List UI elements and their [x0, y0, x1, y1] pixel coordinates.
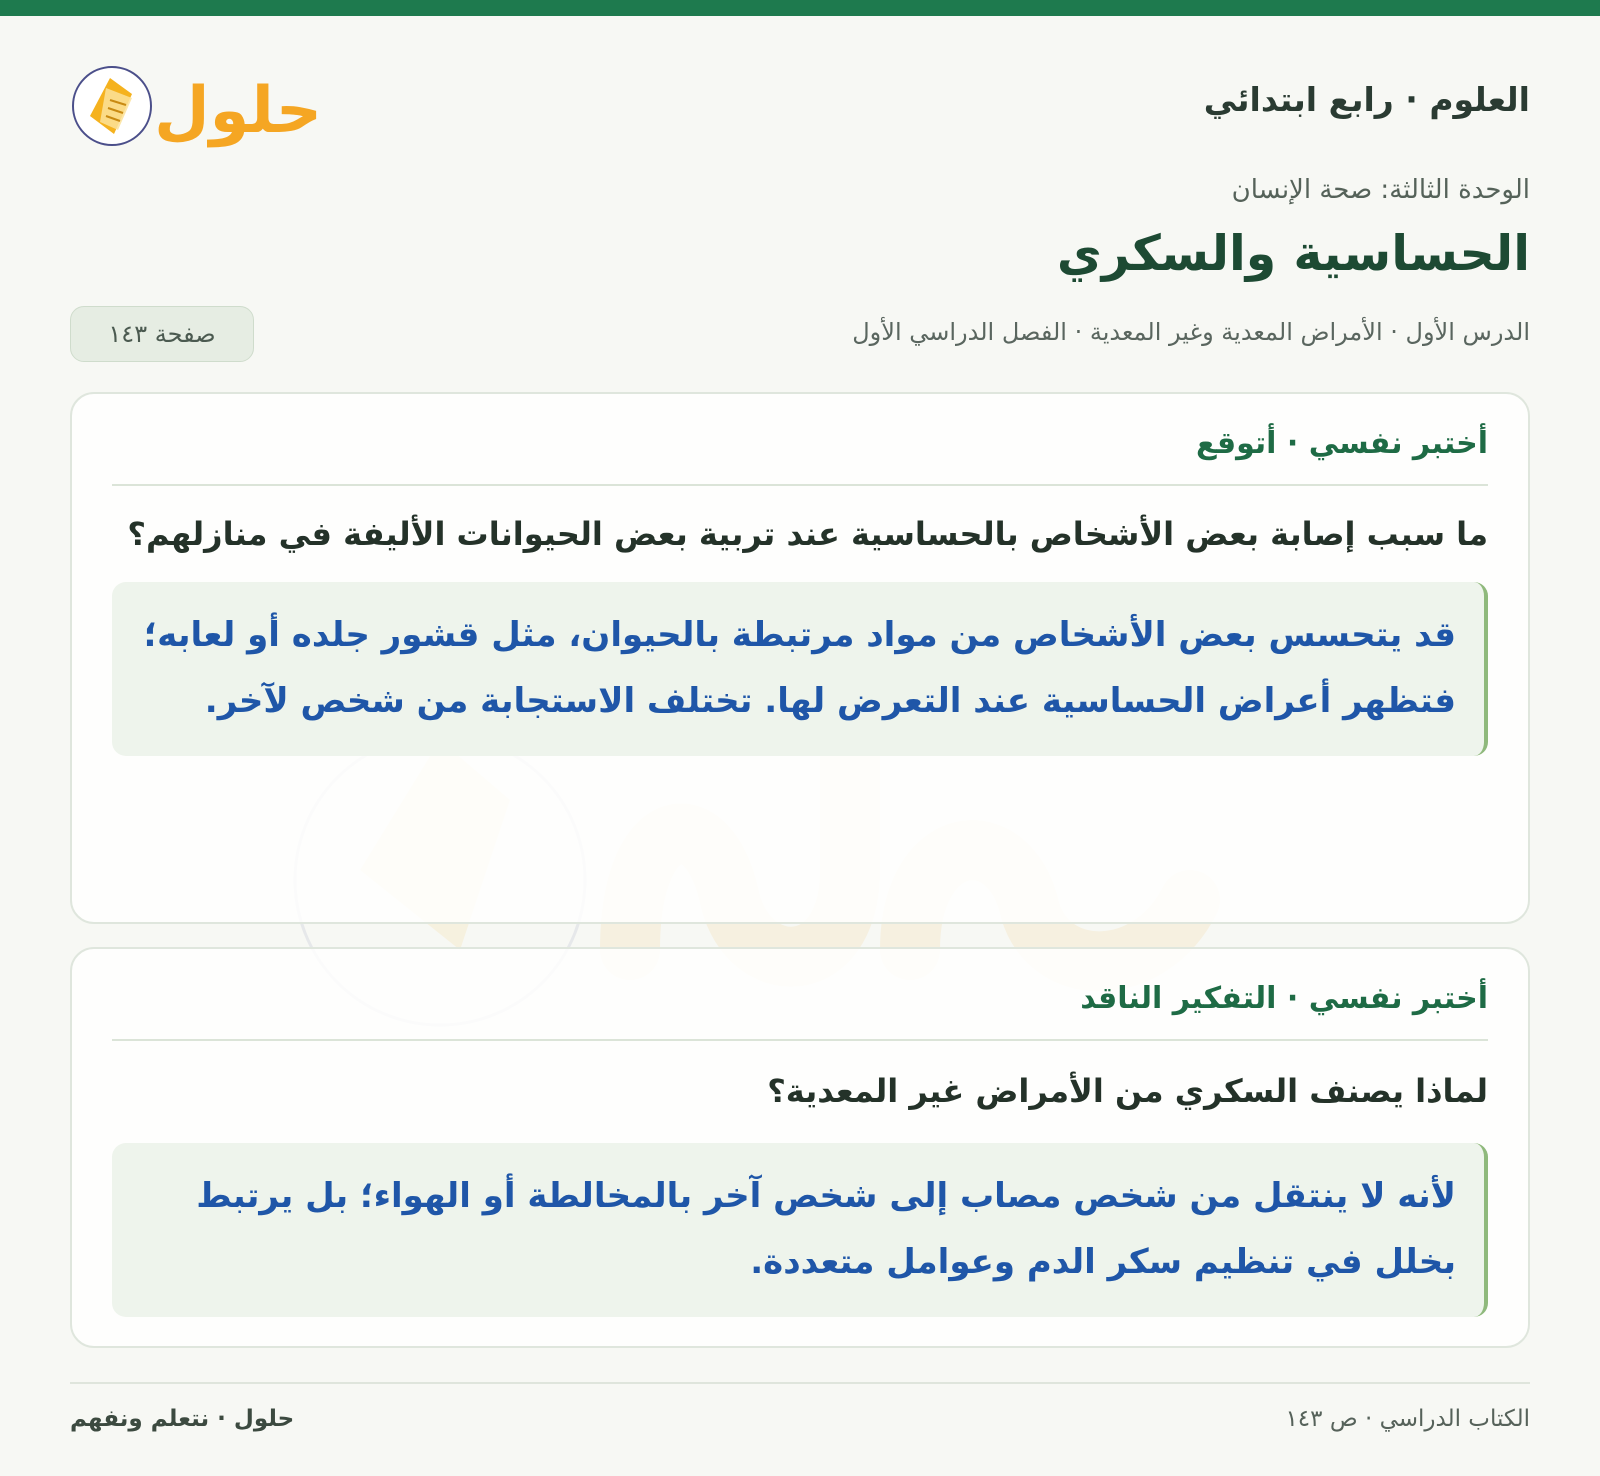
question-card-critical-thinking — [70, 947, 1530, 1348]
card-label: أختبر نفسي · أتوقع — [112, 394, 1488, 486]
question-text: لماذا يصنف السكري من الأمراض غير المعدية؟ — [767, 1072, 1488, 1110]
page-number-chip: صفحة ١٤٣ — [70, 306, 254, 362]
answer-box: لأنه لا ينتقل من شخص مصاب إلى شخص آخر بالمخالطة أو الهواء؛ بل يرتبط بخلل في تنظيم سكر الدم وعوامل متعددة. — [112, 1143, 1488, 1317]
hloul-logo[interactable] — [70, 48, 330, 158]
question-card-predict — [70, 392, 1530, 924]
footer-divider — [70, 1382, 1530, 1384]
lesson-meta: الدرس الأول · الأمراض المعدية وغير المعدية · الفصل الدراسي الأول — [852, 318, 1530, 346]
unit-label: الوحدة الثالثة: صحة الإنسان — [1231, 175, 1530, 205]
page-header — [70, 48, 1530, 158]
card-label: أختبر نفسي · التفكير الناقد — [112, 949, 1488, 1041]
logo-text: حلول — [154, 74, 322, 148]
question-text: ما سبب إصابة بعض الأشخاص بالحساسية عند تربية بعض الحيوانات الأليفة في منازلهم؟ — [127, 515, 1488, 553]
answer-box: قد يتحسس بعض الأشخاص من مواد مرتبطة بالحيوان، مثل قشور جلده أو لعابه؛ فتظهر أعراض الحساسية عند التعرض لها. تختلف الاستجابة من شخص لآخر. — [112, 582, 1488, 756]
top-accent-bar — [0, 0, 1600, 16]
lesson-title: الحساسية والسكري — [1056, 225, 1530, 282]
footer-book-reference: الكتاب الدراسي · ص ١٤٣ — [1285, 1406, 1530, 1432]
footer-brand: حلول · نتعلم ونفهم — [70, 1406, 295, 1432]
subject-title: العلوم · رابع ابتدائي — [1203, 80, 1530, 119]
